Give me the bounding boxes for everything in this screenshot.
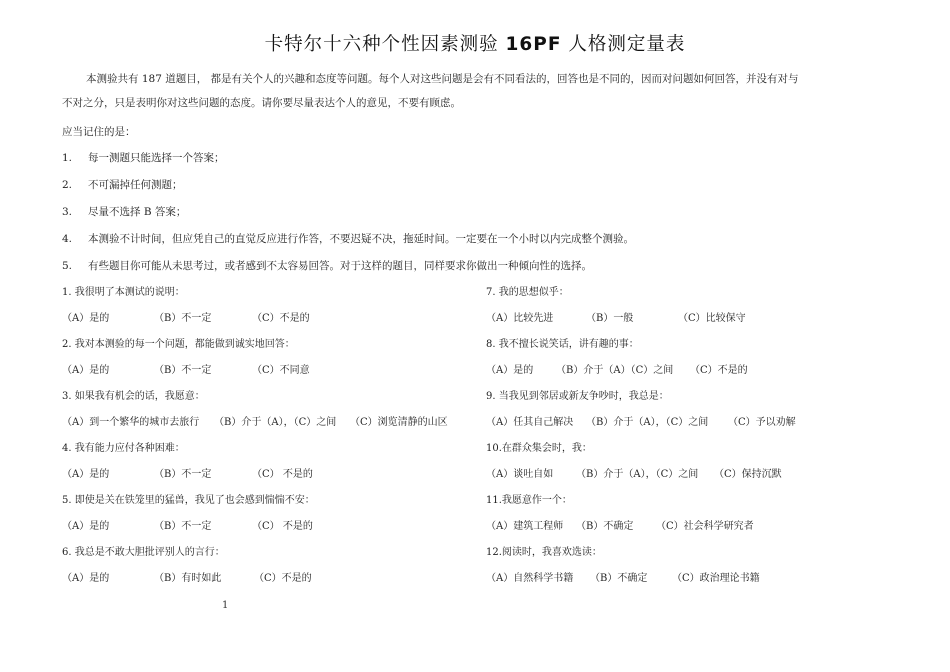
option-b[interactable]: （B）不确定 — [576, 521, 634, 532]
question-text: 9. 当我见到邻居或新友争吵时，我总是： — [486, 391, 669, 402]
option-b[interactable]: （B）有时如此 — [154, 573, 222, 584]
answer-options — [62, 410, 472, 436]
intro-line-1: 本测验共有 187 道题目， 都是有关个人的兴趣和态度等问题。每个人对这些问题是会有不同看法的，回答也是不同的，因而对问题如何回答，并没有对与 — [86, 73, 799, 85]
option-b[interactable]: （B）一般 — [586, 313, 634, 324]
rule-text: 每一测题只能选择一个答案； — [88, 152, 225, 164]
option-a[interactable]: （A）比较先进 — [486, 313, 554, 324]
option-a[interactable]: （A）到一个繁华的城市去旅行 — [62, 417, 200, 428]
option-c[interactable]: （C）比较保守 — [678, 313, 746, 324]
rules-heading: 应当记住的是： — [62, 126, 136, 138]
option-a[interactable]: （A）自然科学书籍 — [486, 573, 574, 584]
rule-item — [62, 145, 912, 172]
option-c[interactable]: （C）不是的 — [254, 573, 312, 584]
option-c[interactable]: （C）政治理论书籍 — [672, 573, 760, 584]
intro-line-2: 不对之分，只是表明你对这些问题的态度。请你要尽量表达个人的意见，不要有顾虑。 — [62, 97, 461, 109]
rule-text: 不可漏掉任何测题； — [88, 179, 183, 191]
answer-options — [62, 514, 472, 540]
option-b[interactable]: （B）介于（A）（C）之间 — [556, 365, 674, 376]
question-text: 7. 我的思想似乎： — [486, 287, 569, 298]
title-16pf: 16PF — [505, 34, 562, 55]
answer-options — [486, 462, 926, 488]
rule-item — [62, 226, 912, 253]
title-suffix: 人格测定量表 — [568, 34, 686, 55]
questions-left-column — [62, 280, 472, 592]
answer-options — [486, 358, 926, 384]
option-b[interactable]: （B）介于（A），（C）之间 — [586, 417, 709, 428]
question-text: 2. 我对本测验的每一个问题，都能做到诚实地回答： — [62, 339, 295, 350]
answer-options — [486, 306, 926, 332]
document-title — [0, 30, 950, 56]
rules-section — [62, 119, 912, 280]
question-text: 3. 如果我有机会的话，我愿意： — [62, 391, 205, 402]
option-c[interactable]: （C） 不是的 — [252, 521, 313, 532]
option-c[interactable]: （C）社会科学研究者 — [656, 521, 754, 532]
option-b[interactable]: （B）介于（A），（C）之间 — [214, 417, 337, 428]
rule-number: 4. — [62, 233, 73, 245]
option-a[interactable]: （A）谈吐自如 — [486, 469, 554, 480]
option-c[interactable]: （C） 不是的 — [252, 469, 313, 480]
answer-options — [62, 566, 472, 592]
option-c[interactable]: （C）不同意 — [252, 365, 310, 376]
title-main: 卡特尔十六种个性因素测验 — [264, 34, 499, 55]
option-a[interactable]: （A）是的 — [62, 365, 110, 376]
rule-text: 尽量不选择 B 答案； — [88, 206, 187, 218]
option-a[interactable]: （A）是的 — [62, 469, 110, 480]
rule-text: 有些题目你可能从未思考过，或者感到不太容易回答。对于这样的题目，同样要求你做出一种倾向性的选择。 — [88, 260, 592, 272]
answer-options — [486, 514, 926, 540]
option-a[interactable]: （A）是的 — [62, 313, 110, 324]
option-b[interactable]: （B）介于（A），（C）之间 — [576, 469, 699, 480]
option-c[interactable]: （C）予以劝解 — [728, 417, 796, 428]
option-c[interactable]: （C）保持沉默 — [714, 469, 782, 480]
option-c[interactable]: （C）不是的 — [252, 313, 310, 324]
option-b[interactable]: （B）不一定 — [154, 365, 212, 376]
option-a[interactable]: （A）是的 — [486, 365, 534, 376]
intro-paragraph — [62, 67, 892, 115]
answer-options — [62, 306, 472, 332]
option-b[interactable]: （B）不一定 — [154, 313, 212, 324]
option-a[interactable]: （A）是的 — [62, 573, 110, 584]
rule-number: 5. — [62, 260, 73, 272]
option-b[interactable]: （B）不一定 — [154, 469, 212, 480]
rule-number: 2. — [62, 179, 73, 191]
question-text: 6. 我总是不敢大胆批评别人的言行： — [62, 547, 225, 558]
answer-options — [486, 410, 926, 436]
question-text: 5. 即使是关在铁笼里的猛兽，我见了也会感到惴惴不安： — [62, 495, 315, 506]
rule-item — [62, 172, 912, 199]
question-text: 4. 我有能力应付各种困难： — [62, 443, 185, 454]
rule-item — [62, 253, 912, 280]
option-c[interactable]: （C）不是的 — [690, 365, 748, 376]
option-b[interactable]: （B）不确定 — [590, 573, 648, 584]
question-text: 11.我愿意作一个： — [486, 495, 572, 506]
question-text: 1. 我很明了本测试的说明： — [62, 287, 185, 298]
rule-item — [62, 199, 912, 226]
option-b[interactable]: （B）不一定 — [154, 521, 212, 532]
questions-right-column — [486, 280, 926, 592]
question-text: 8. 我不擅长说笑话，讲有趣的事： — [486, 339, 639, 350]
answer-options — [62, 358, 472, 384]
question-text: 12.阅读时，我喜欢选读： — [486, 547, 602, 558]
option-a[interactable]: （A）任其自己解决 — [486, 417, 574, 428]
option-c[interactable]: （C）浏览清静的山区 — [350, 417, 448, 428]
answer-options — [486, 566, 926, 592]
question-text: 10.在群众集会时，我： — [486, 443, 592, 454]
rule-number: 1. — [62, 152, 73, 164]
rule-text: 本测验不计时间，但应凭自己的直觉反应进行作答，不要迟疑不决，拖延时间。一定要在一个小时以内完成整个测验。 — [88, 233, 634, 245]
option-a[interactable]: （A）是的 — [62, 521, 110, 532]
rule-number: 3. — [62, 206, 73, 218]
answer-options — [62, 462, 472, 488]
option-a[interactable]: （A）建筑工程师 — [486, 521, 564, 532]
page-number: 1 — [222, 600, 229, 611]
